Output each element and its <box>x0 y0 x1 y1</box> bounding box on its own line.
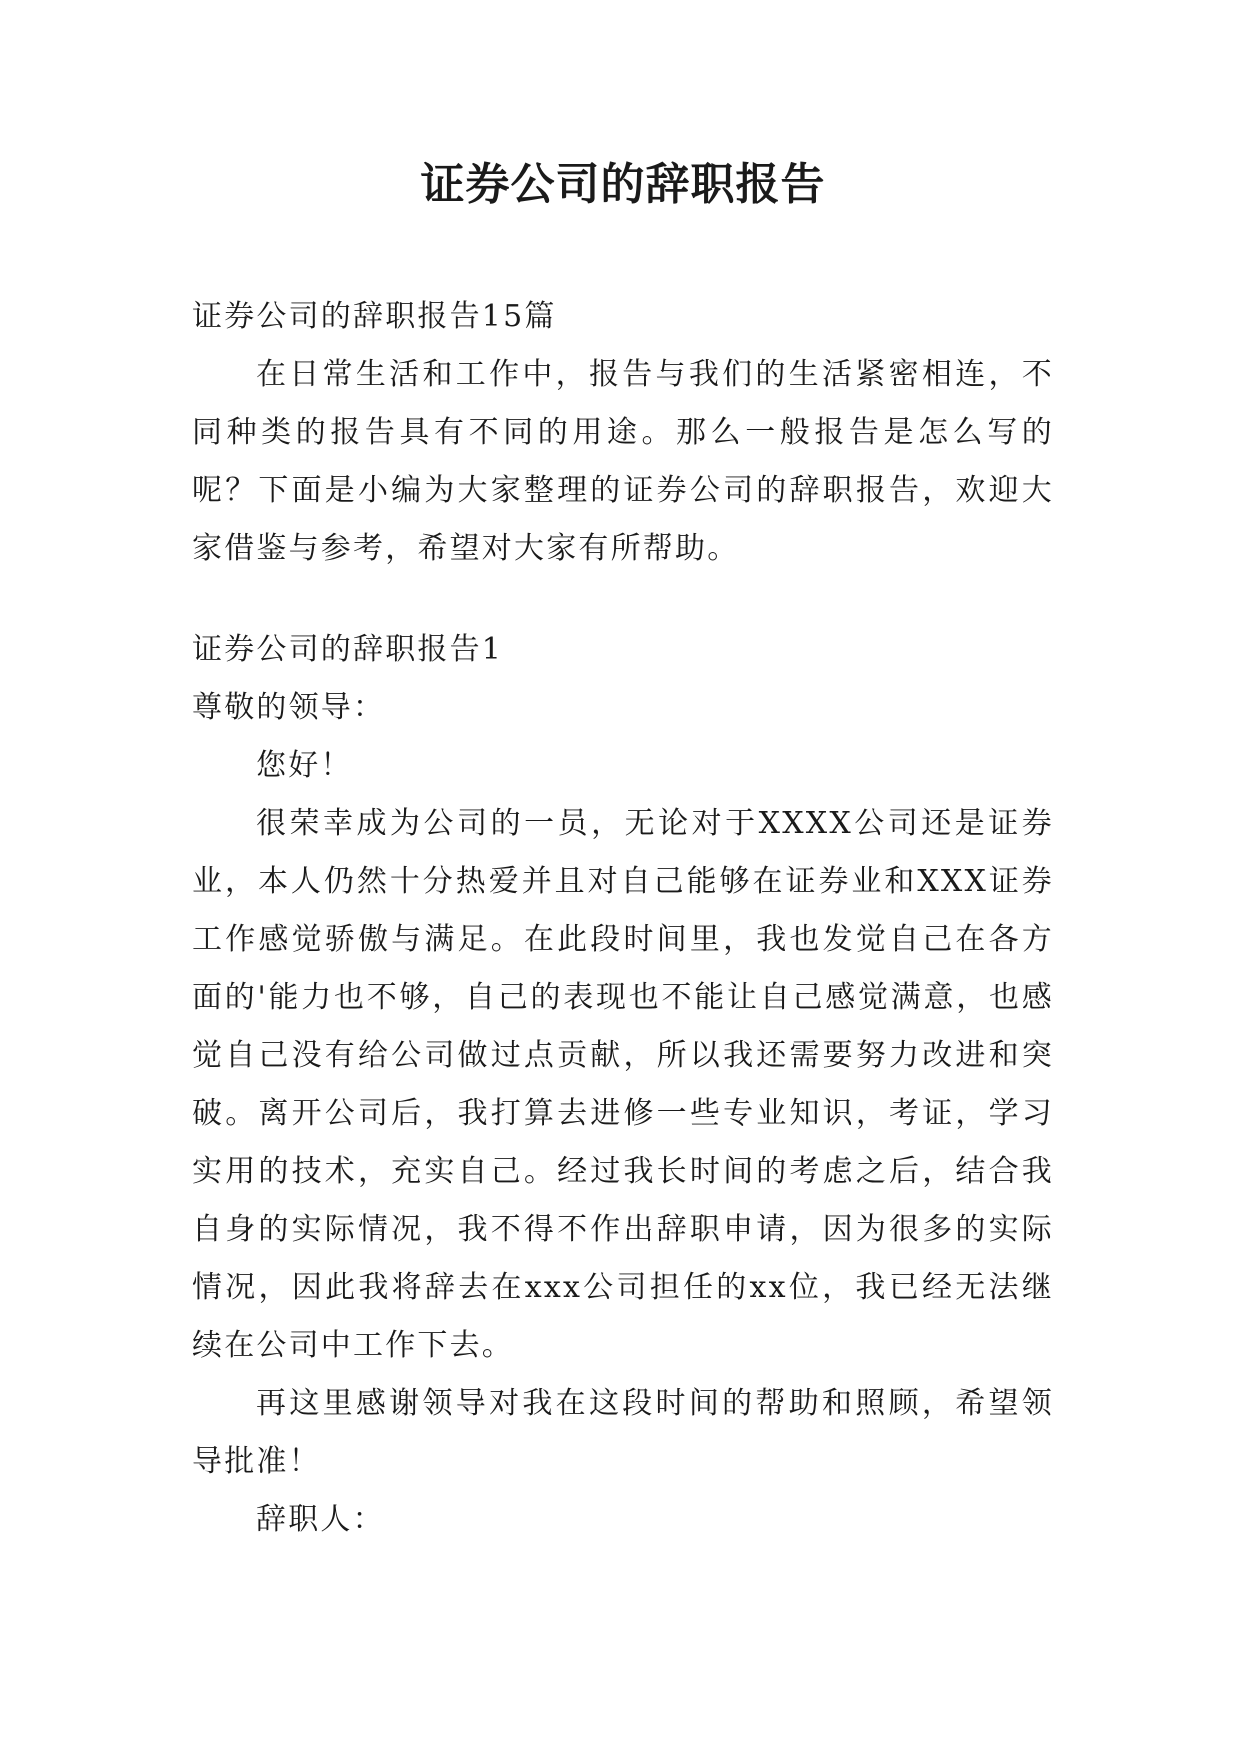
document-title: 证券公司的辞职报告 <box>420 159 826 210</box>
body-paragraph-1: 很荣幸成为公司的一员，无论对于XXXX公司还是证券业，本人仍然十分热爱并且对自己能够在证券业和XXX证券工作感觉骄傲与满足。在此段时间里，我也发觉自己在各方面的'能力也不够，自己的表现也不能让自己感觉满意，也感觉自己没有给公司做过点贡献，所以我还需要努力改进和突破。离开公司后，我打算去进修一些专业知识，考证，学习实用的技术，充实自己。经过我长时间的考虑之后，结合我自身的实际情况，我不得不作出辞职申请，因为很多的实际情况，因此我将辞去在xxx公司担任的xx位，我已经无法继续在公司中工作下去。 <box>192 806 1054 1363</box>
intro-paragraph: 在日常生活和工作中，报告与我们的生活紧密相连，不同种类的报告具有不同的用途。那么一般报告是怎么写的呢？下面是小编为大家整理的证券公司的辞职报告，欢迎大家借鉴与参考，希望对大家有所帮助。 <box>192 357 1054 566</box>
document-subtitle: 证券公司的辞职报告15篇 <box>192 299 557 334</box>
greeting: 您好！ <box>256 748 353 783</box>
section-heading: 证券公司的辞职报告1 <box>192 632 504 667</box>
signature-label: 辞职人： <box>256 1502 385 1537</box>
salutation: 尊敬的领导： <box>192 690 386 725</box>
body-paragraph-2: 再这里感谢领导对我在这段时间的帮助和照顾，希望领导批准！ <box>192 1386 1054 1479</box>
section-spacer <box>192 578 1054 621</box>
document-body <box>192 288 1054 1549</box>
